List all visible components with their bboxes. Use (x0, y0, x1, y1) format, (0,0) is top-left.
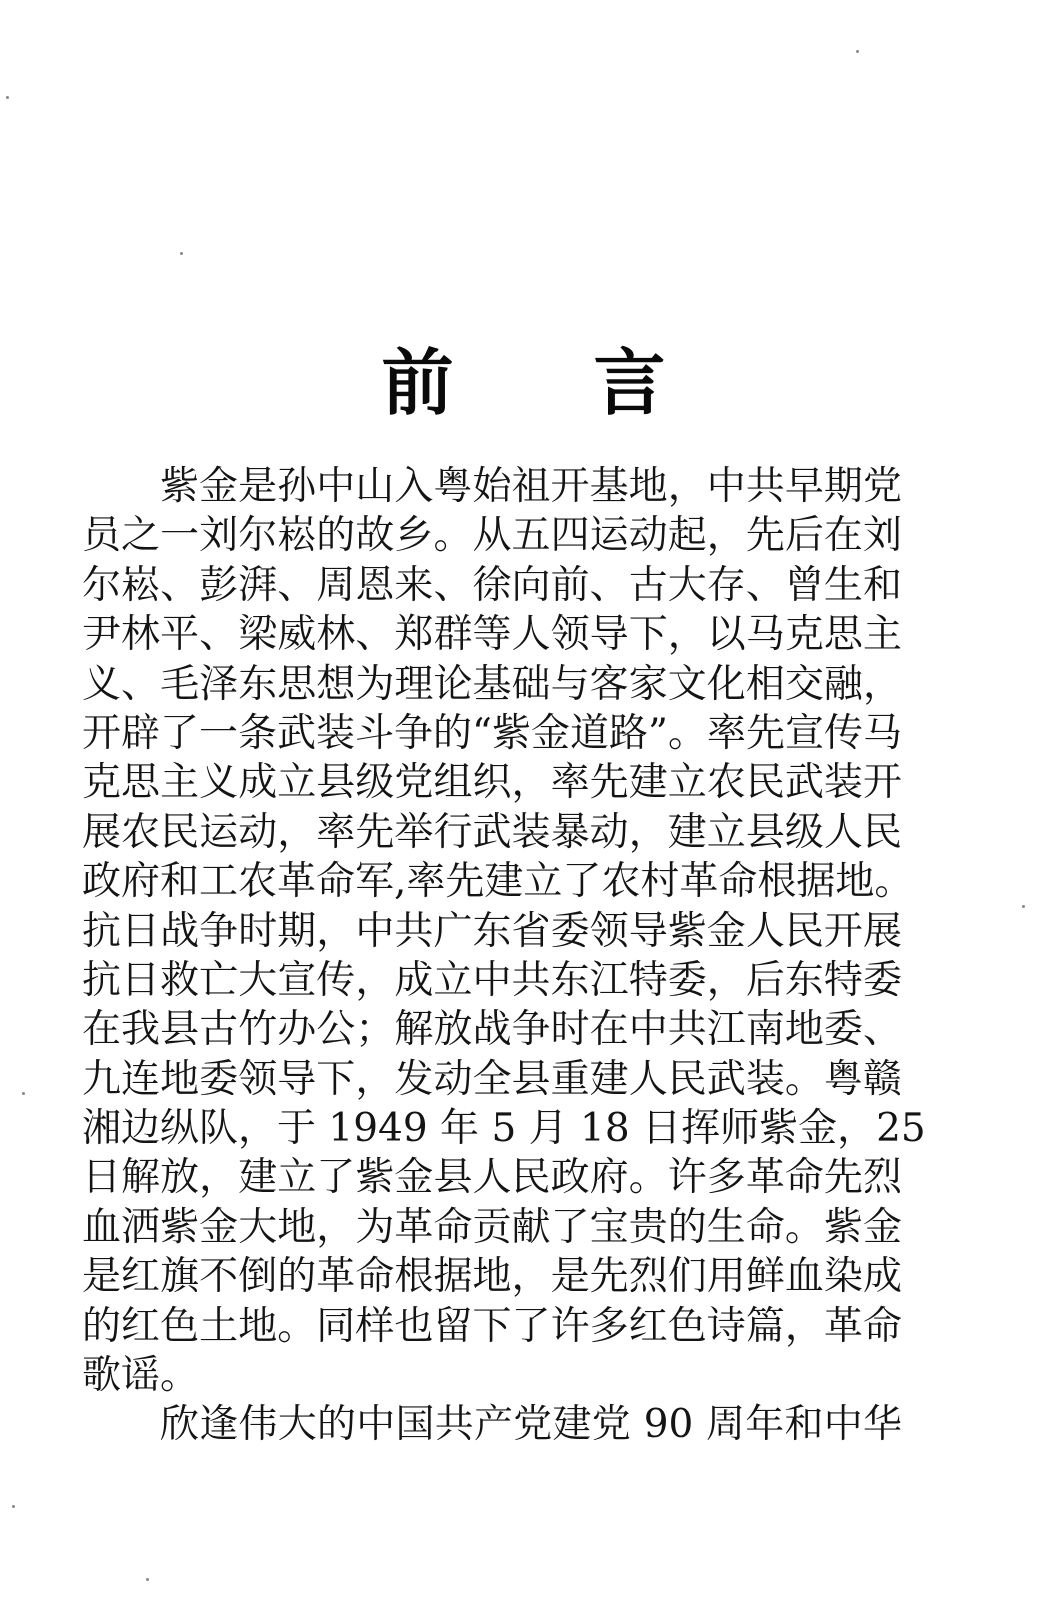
paragraph-1-line-14: 湘边纵队，于 1949 年 5 月 18 日挥师紫金，25 (82, 1106, 926, 1152)
paragraph-1-line-8: 展农民运动，率先举行武装暴动，建立县级人民 (82, 809, 902, 855)
paragraph-1-line-1: 紫金是孙中山入粤始祖开基地，中共早期党 (160, 464, 902, 509)
scan-speck (22, 1092, 25, 1095)
paragraph-1-line-16: 血洒紫金大地，为革命贡献了宝贵的生命。紫金 (82, 1204, 902, 1250)
scan-speck (856, 50, 859, 53)
paragraph-1-line-6: 开辟了一条武装斗争的“紫金道路”。率先宣传马 (82, 710, 902, 756)
paragraph-1-line-18: 的红色土地。同样也留下了许多红色诗篇，革命 (82, 1303, 902, 1349)
scan-speck (146, 1578, 149, 1581)
scan-speck (180, 252, 183, 255)
paragraph-1-line-4: 尹林平、梁威林、郑群等人领导下，以马克思主 (82, 612, 902, 658)
paragraph-1-line-10: 抗日战争时期，中共广东省委领导紫金人民开展 (82, 908, 902, 954)
paragraph-1-line-7: 克思主义成立县级党组织，率先建立农民武装开 (82, 760, 902, 806)
paragraph-1-line-3: 尔崧、彭湃、周恩来、徐向前、古大存、曾生和 (82, 562, 902, 608)
paragraph-1-line-15: 日解放，建立了紫金县人民政府。许多革命先烈 (82, 1155, 902, 1201)
paragraph-1-line-9: 政府和工农革命军,率先建立了农村革命根据地。 (82, 859, 914, 905)
paragraph-1-line-19: 歌谣。 (82, 1353, 200, 1399)
paragraph-1-line-12: 在我县古竹办公；解放战争时在中共江南地委、 (82, 1007, 902, 1053)
paragraph-1-line-13: 九连地委领导下，发动全县重建人民武装。粤赣 (82, 1056, 902, 1102)
page-title (0, 338, 1047, 428)
paragraph-1-line-11: 抗日救亡大宣传，成立中共东江特委，后东特委 (82, 957, 902, 1003)
scan-speck (6, 96, 9, 99)
paragraph-2-line-1: 欣逢伟大的中国共产党建党 90 周年和中华 (160, 1402, 902, 1448)
title-char-1: 前 (381, 340, 454, 425)
paragraph-1-line-2: 员之一刘尔崧的故乡。从五四运动起，先后在刘 (82, 513, 902, 559)
scan-speck (1022, 905, 1025, 908)
body-text (82, 462, 926, 1450)
paragraph-1-line-5: 义、毛泽东思想为理论基础与客家文化相交融， (82, 661, 902, 707)
paragraph-1-line-17: 是红旗不倒的革命根据地，是先烈们用鲜血染成 (82, 1254, 902, 1300)
title-char-2: 言 (593, 340, 666, 425)
scan-speck (12, 1505, 15, 1508)
